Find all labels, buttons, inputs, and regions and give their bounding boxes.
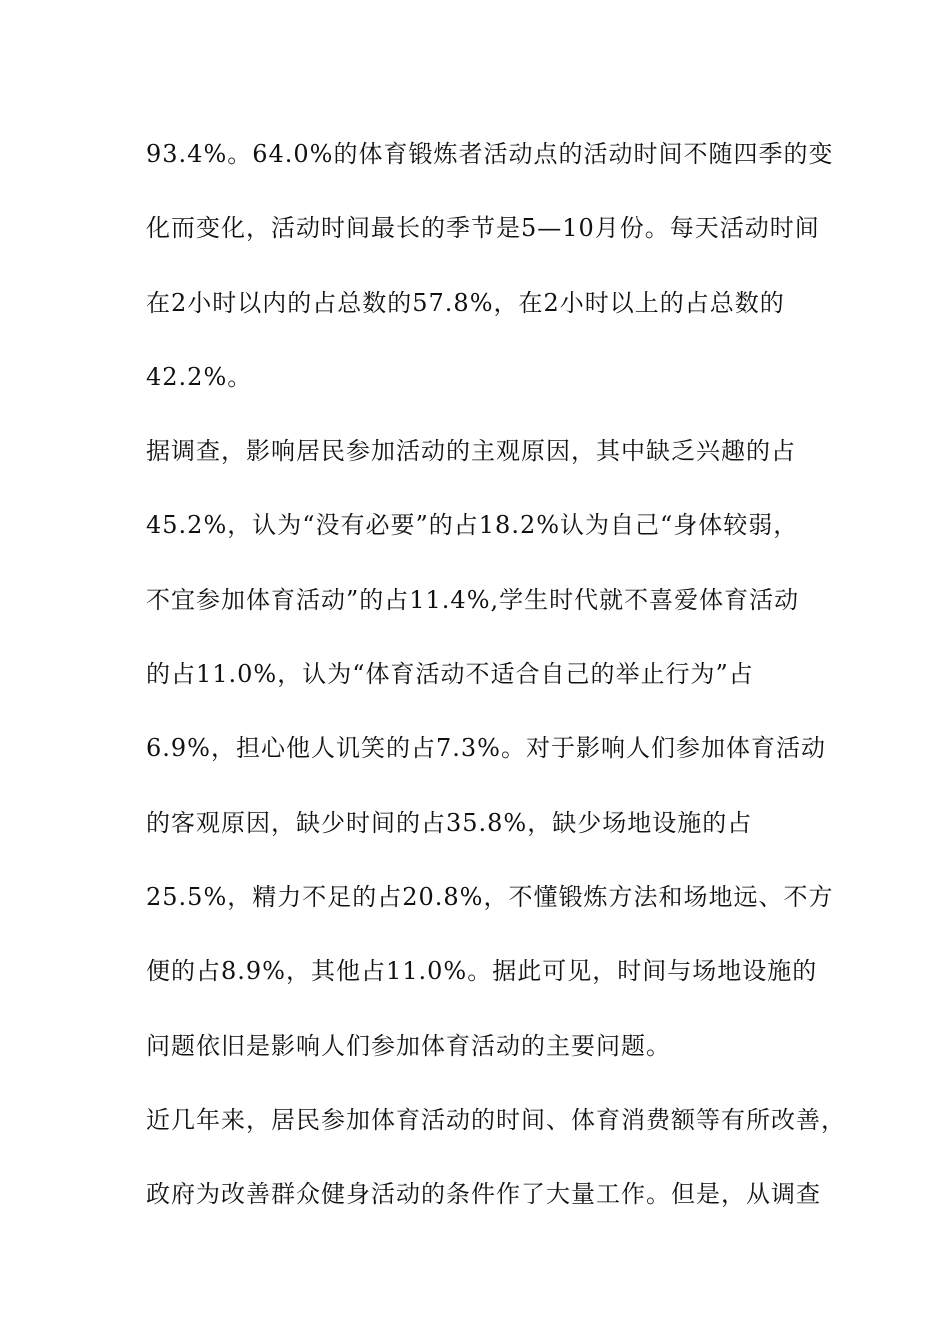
text-line: 的占11.0%，认为“体育活动不适合自己的举止行为”占	[146, 660, 754, 688]
text-line: 的客观原因，缺少时间的占35.8%，缺少场地设施的占	[146, 809, 753, 837]
text-line: 25.5%，精力不足的占20.8%，不懂锻炼方法和场地远、不方	[146, 883, 834, 911]
text-line: 问题依旧是影响人们参加体育活动的主要问题。	[146, 1032, 671, 1060]
text-line: 93.4%。64.0%的体育锻炼者活动点的活动时间不随四季的变	[146, 140, 834, 168]
text-line: 便的占8.9%，其他占11.0%。据此可见，时间与场地设施的	[146, 957, 818, 985]
text-line: 42.2%。	[146, 363, 253, 391]
text-line: 6.9%，担心他人讥笑的占7.3%。对于影响人们参加体育活动	[146, 734, 826, 762]
text-line: 45.2%，认为“没有必要”的占18.2%认为自己“身体较弱，	[146, 511, 799, 539]
text-line: 政府为改善群众健身活动的条件作了大量工作。但是，从调查	[146, 1180, 821, 1208]
text-line: 化而变化，活动时间最长的季节是5—10月份。每天活动时间	[146, 214, 820, 242]
text-line: 在2小时以内的占总数的57.8%，在2小时以上的占总数的	[146, 289, 785, 317]
text-line: 不宜参加体育活动”的占11.4%,学生时代就不喜爱体育活动	[146, 586, 800, 614]
text-line: 近几年来，居民参加体育活动的时间、体育消费额等有所改善，	[146, 1106, 846, 1134]
text-line: 据调查，影响居民参加活动的主观原因，其中缺乏兴趣的占	[146, 437, 796, 465]
